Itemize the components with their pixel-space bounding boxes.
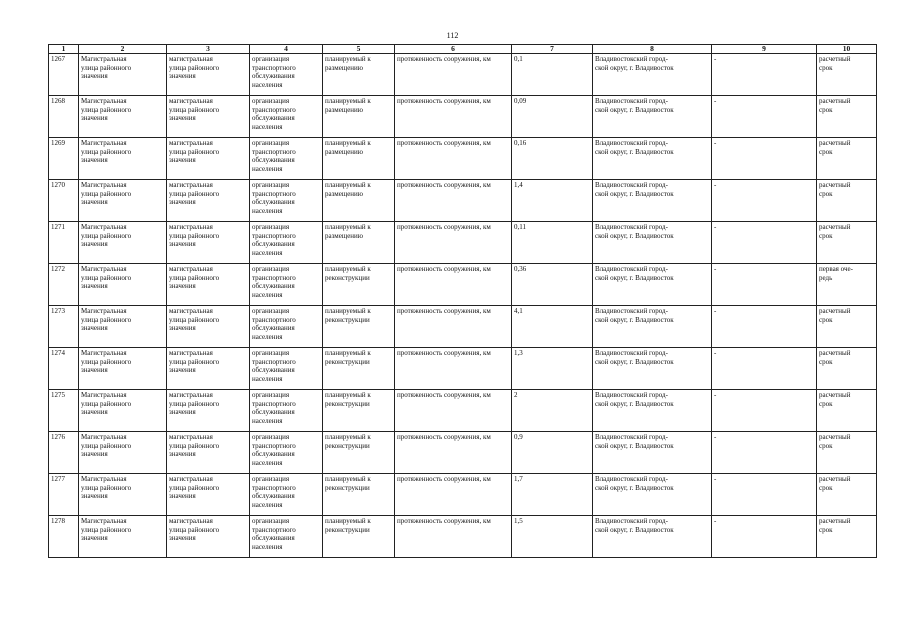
objects-table <box>48 44 877 558</box>
cell-location: Владивостокский город- ской округ, г. Владивосток <box>593 222 712 264</box>
cell-zone: - <box>712 180 817 222</box>
column-header-10: 10 <box>817 45 877 54</box>
cell-characteristic: протяженность сооружения, км <box>395 138 512 180</box>
cell-category: магистральная улица районного значения <box>167 222 250 264</box>
cell-status: планируемый к реконструкции <box>323 432 395 474</box>
cell-zone: - <box>712 516 817 558</box>
cell-zone: - <box>712 54 817 96</box>
table-header <box>49 45 877 54</box>
table-row <box>49 390 877 432</box>
cell-id: 1267 <box>49 54 79 96</box>
cell-term: расчетный срок <box>817 390 877 432</box>
cell-location: Владивостокский город- ской округ, г. Владивосток <box>593 432 712 474</box>
cell-location: Владивостокский город- ской округ, г. Владивосток <box>593 306 712 348</box>
cell-id: 1278 <box>49 516 79 558</box>
cell-category: магистральная улица районного значения <box>167 96 250 138</box>
table-row <box>49 348 877 390</box>
cell-type: организация транспортного обслуживания населения <box>250 348 323 390</box>
cell-zone: - <box>712 432 817 474</box>
cell-type: организация транспортного обслуживания населения <box>250 180 323 222</box>
column-header-7: 7 <box>512 45 593 54</box>
column-header-5: 5 <box>323 45 395 54</box>
table-row <box>49 474 877 516</box>
table-body <box>49 54 877 558</box>
cell-name: Магистральная улица районного значения <box>79 222 167 264</box>
cell-zone: - <box>712 264 817 306</box>
cell-characteristic: протяженность сооружения, км <box>395 516 512 558</box>
cell-id: 1268 <box>49 96 79 138</box>
cell-status: планируемый к реконструкции <box>323 474 395 516</box>
cell-category: магистральная улица районного значения <box>167 516 250 558</box>
cell-value: 1,7 <box>512 474 593 516</box>
cell-id: 1272 <box>49 264 79 306</box>
cell-location: Владивостокский город- ской округ, г. Владивосток <box>593 96 712 138</box>
cell-category: магистральная улица районного значения <box>167 138 250 180</box>
cell-type: организация транспортного обслуживания населения <box>250 474 323 516</box>
cell-location: Владивостокский город- ской округ, г. Владивосток <box>593 474 712 516</box>
column-header-6: 6 <box>395 45 512 54</box>
cell-zone: - <box>712 96 817 138</box>
cell-type: организация транспортного обслуживания населения <box>250 516 323 558</box>
cell-status: планируемый к реконструкции <box>323 348 395 390</box>
cell-id: 1274 <box>49 348 79 390</box>
cell-name: Магистральная улица районного значения <box>79 180 167 222</box>
header-row <box>49 45 877 54</box>
cell-type: организация транспортного обслуживания населения <box>250 306 323 348</box>
cell-id: 1277 <box>49 474 79 516</box>
cell-value: 0,16 <box>512 138 593 180</box>
cell-id: 1273 <box>49 306 79 348</box>
cell-name: Магистральная улица районного значения <box>79 474 167 516</box>
cell-term: расчетный срок <box>817 348 877 390</box>
cell-term: расчетный срок <box>817 474 877 516</box>
cell-value: 0,9 <box>512 432 593 474</box>
table-row <box>49 180 877 222</box>
cell-category: магистральная улица районного значения <box>167 264 250 306</box>
cell-value: 2 <box>512 390 593 432</box>
cell-value: 1,3 <box>512 348 593 390</box>
cell-characteristic: протяженность сооружения, км <box>395 306 512 348</box>
cell-location: Владивостокский город- ской округ, г. Владивосток <box>593 180 712 222</box>
cell-category: магистральная улица районного значения <box>167 390 250 432</box>
table-row <box>49 138 877 180</box>
cell-value: 0,1 <box>512 54 593 96</box>
cell-characteristic: протяженность сооружения, км <box>395 348 512 390</box>
cell-location: Владивостокский город- ской округ, г. Владивосток <box>593 348 712 390</box>
table-row <box>49 54 877 96</box>
cell-status: планируемый к реконструкции <box>323 264 395 306</box>
cell-status: планируемый к размещению <box>323 180 395 222</box>
cell-category: магистральная улица районного значения <box>167 474 250 516</box>
table-row <box>49 516 877 558</box>
cell-zone: - <box>712 390 817 432</box>
cell-characteristic: протяженность сооружения, км <box>395 432 512 474</box>
cell-value: 4,1 <box>512 306 593 348</box>
cell-location: Владивостокский город- ской округ, г. Владивосток <box>593 390 712 432</box>
cell-term: расчетный срок <box>817 306 877 348</box>
cell-type: организация транспортного обслуживания населения <box>250 96 323 138</box>
cell-type: организация транспортного обслуживания населения <box>250 432 323 474</box>
table-row <box>49 222 877 264</box>
cell-category: магистральная улица районного значения <box>167 348 250 390</box>
cell-term: расчетный срок <box>817 516 877 558</box>
cell-value: 0,09 <box>512 96 593 138</box>
cell-name: Магистральная улица районного значения <box>79 264 167 306</box>
cell-term: расчетный срок <box>817 96 877 138</box>
cell-status: планируемый к реконструкции <box>323 306 395 348</box>
cell-category: магистральная улица районного значения <box>167 180 250 222</box>
cell-name: Магистральная улица районного значения <box>79 54 167 96</box>
cell-id: 1269 <box>49 138 79 180</box>
cell-status: планируемый к размещению <box>323 222 395 264</box>
cell-name: Магистральная улица районного значения <box>79 348 167 390</box>
table-row <box>49 306 877 348</box>
table-row <box>49 96 877 138</box>
cell-zone: - <box>712 138 817 180</box>
cell-term: расчетный срок <box>817 54 877 96</box>
cell-term: расчетный срок <box>817 222 877 264</box>
cell-location: Владивостокский город- ской округ, г. Владивосток <box>593 138 712 180</box>
cell-type: организация транспортного обслуживания населения <box>250 264 323 306</box>
cell-value: 1,5 <box>512 516 593 558</box>
cell-id: 1275 <box>49 390 79 432</box>
cell-type: организация транспортного обслуживания населения <box>250 222 323 264</box>
cell-name: Магистральная улица районного значения <box>79 432 167 474</box>
cell-id: 1270 <box>49 180 79 222</box>
cell-zone: - <box>712 306 817 348</box>
page-number: 112 <box>446 31 459 40</box>
cell-term: первая оче- редь <box>817 264 877 306</box>
cell-name: Магистральная улица районного значения <box>79 516 167 558</box>
cell-name: Магистральная улица районного значения <box>79 390 167 432</box>
cell-term: расчетный срок <box>817 138 877 180</box>
cell-characteristic: протяженность сооружения, км <box>395 180 512 222</box>
cell-value: 1,4 <box>512 180 593 222</box>
column-header-9: 9 <box>712 45 817 54</box>
table-row <box>49 432 877 474</box>
cell-characteristic: протяженность сооружения, км <box>395 54 512 96</box>
cell-id: 1271 <box>49 222 79 264</box>
cell-characteristic: протяженность сооружения, км <box>395 474 512 516</box>
cell-category: магистральная улица районного значения <box>167 432 250 474</box>
cell-type: организация транспортного обслуживания населения <box>250 390 323 432</box>
column-header-4: 4 <box>250 45 323 54</box>
cell-term: расчетный срок <box>817 432 877 474</box>
cell-zone: - <box>712 348 817 390</box>
cell-zone: - <box>712 474 817 516</box>
cell-status: планируемый к размещению <box>323 138 395 180</box>
column-header-3: 3 <box>167 45 250 54</box>
cell-type: организация транспортного обслуживания населения <box>250 138 323 180</box>
cell-characteristic: протяженность сооружения, км <box>395 264 512 306</box>
cell-status: планируемый к реконструкции <box>323 390 395 432</box>
cell-zone: - <box>712 222 817 264</box>
cell-characteristic: протяженность сооружения, км <box>395 96 512 138</box>
column-header-2: 2 <box>79 45 167 54</box>
cell-category: магистральная улица районного значения <box>167 306 250 348</box>
cell-name: Магистральная улица районного значения <box>79 138 167 180</box>
cell-characteristic: протяженность сооружения, км <box>395 390 512 432</box>
cell-status: планируемый к размещению <box>323 54 395 96</box>
cell-term: расчетный срок <box>817 180 877 222</box>
cell-name: Магистральная улица районного значения <box>79 96 167 138</box>
cell-location: Владивостокский город- ской округ, г. Владивосток <box>593 516 712 558</box>
cell-status: планируемый к размещению <box>323 96 395 138</box>
cell-characteristic: протяженность сооружения, км <box>395 222 512 264</box>
cell-type: организация транспортного обслуживания населения <box>250 54 323 96</box>
cell-location: Владивостокский город- ской округ, г. Владивосток <box>593 264 712 306</box>
cell-category: магистральная улица районного значения <box>167 54 250 96</box>
cell-value: 0,36 <box>512 264 593 306</box>
cell-location: Владивостокский город- ской округ, г. Владивосток <box>593 54 712 96</box>
cell-status: планируемый к реконструкции <box>323 516 395 558</box>
table-row <box>49 264 877 306</box>
cell-value: 0,11 <box>512 222 593 264</box>
cell-name: Магистральная улица районного значения <box>79 306 167 348</box>
column-header-8: 8 <box>593 45 712 54</box>
cell-id: 1276 <box>49 432 79 474</box>
column-header-1: 1 <box>49 45 79 54</box>
